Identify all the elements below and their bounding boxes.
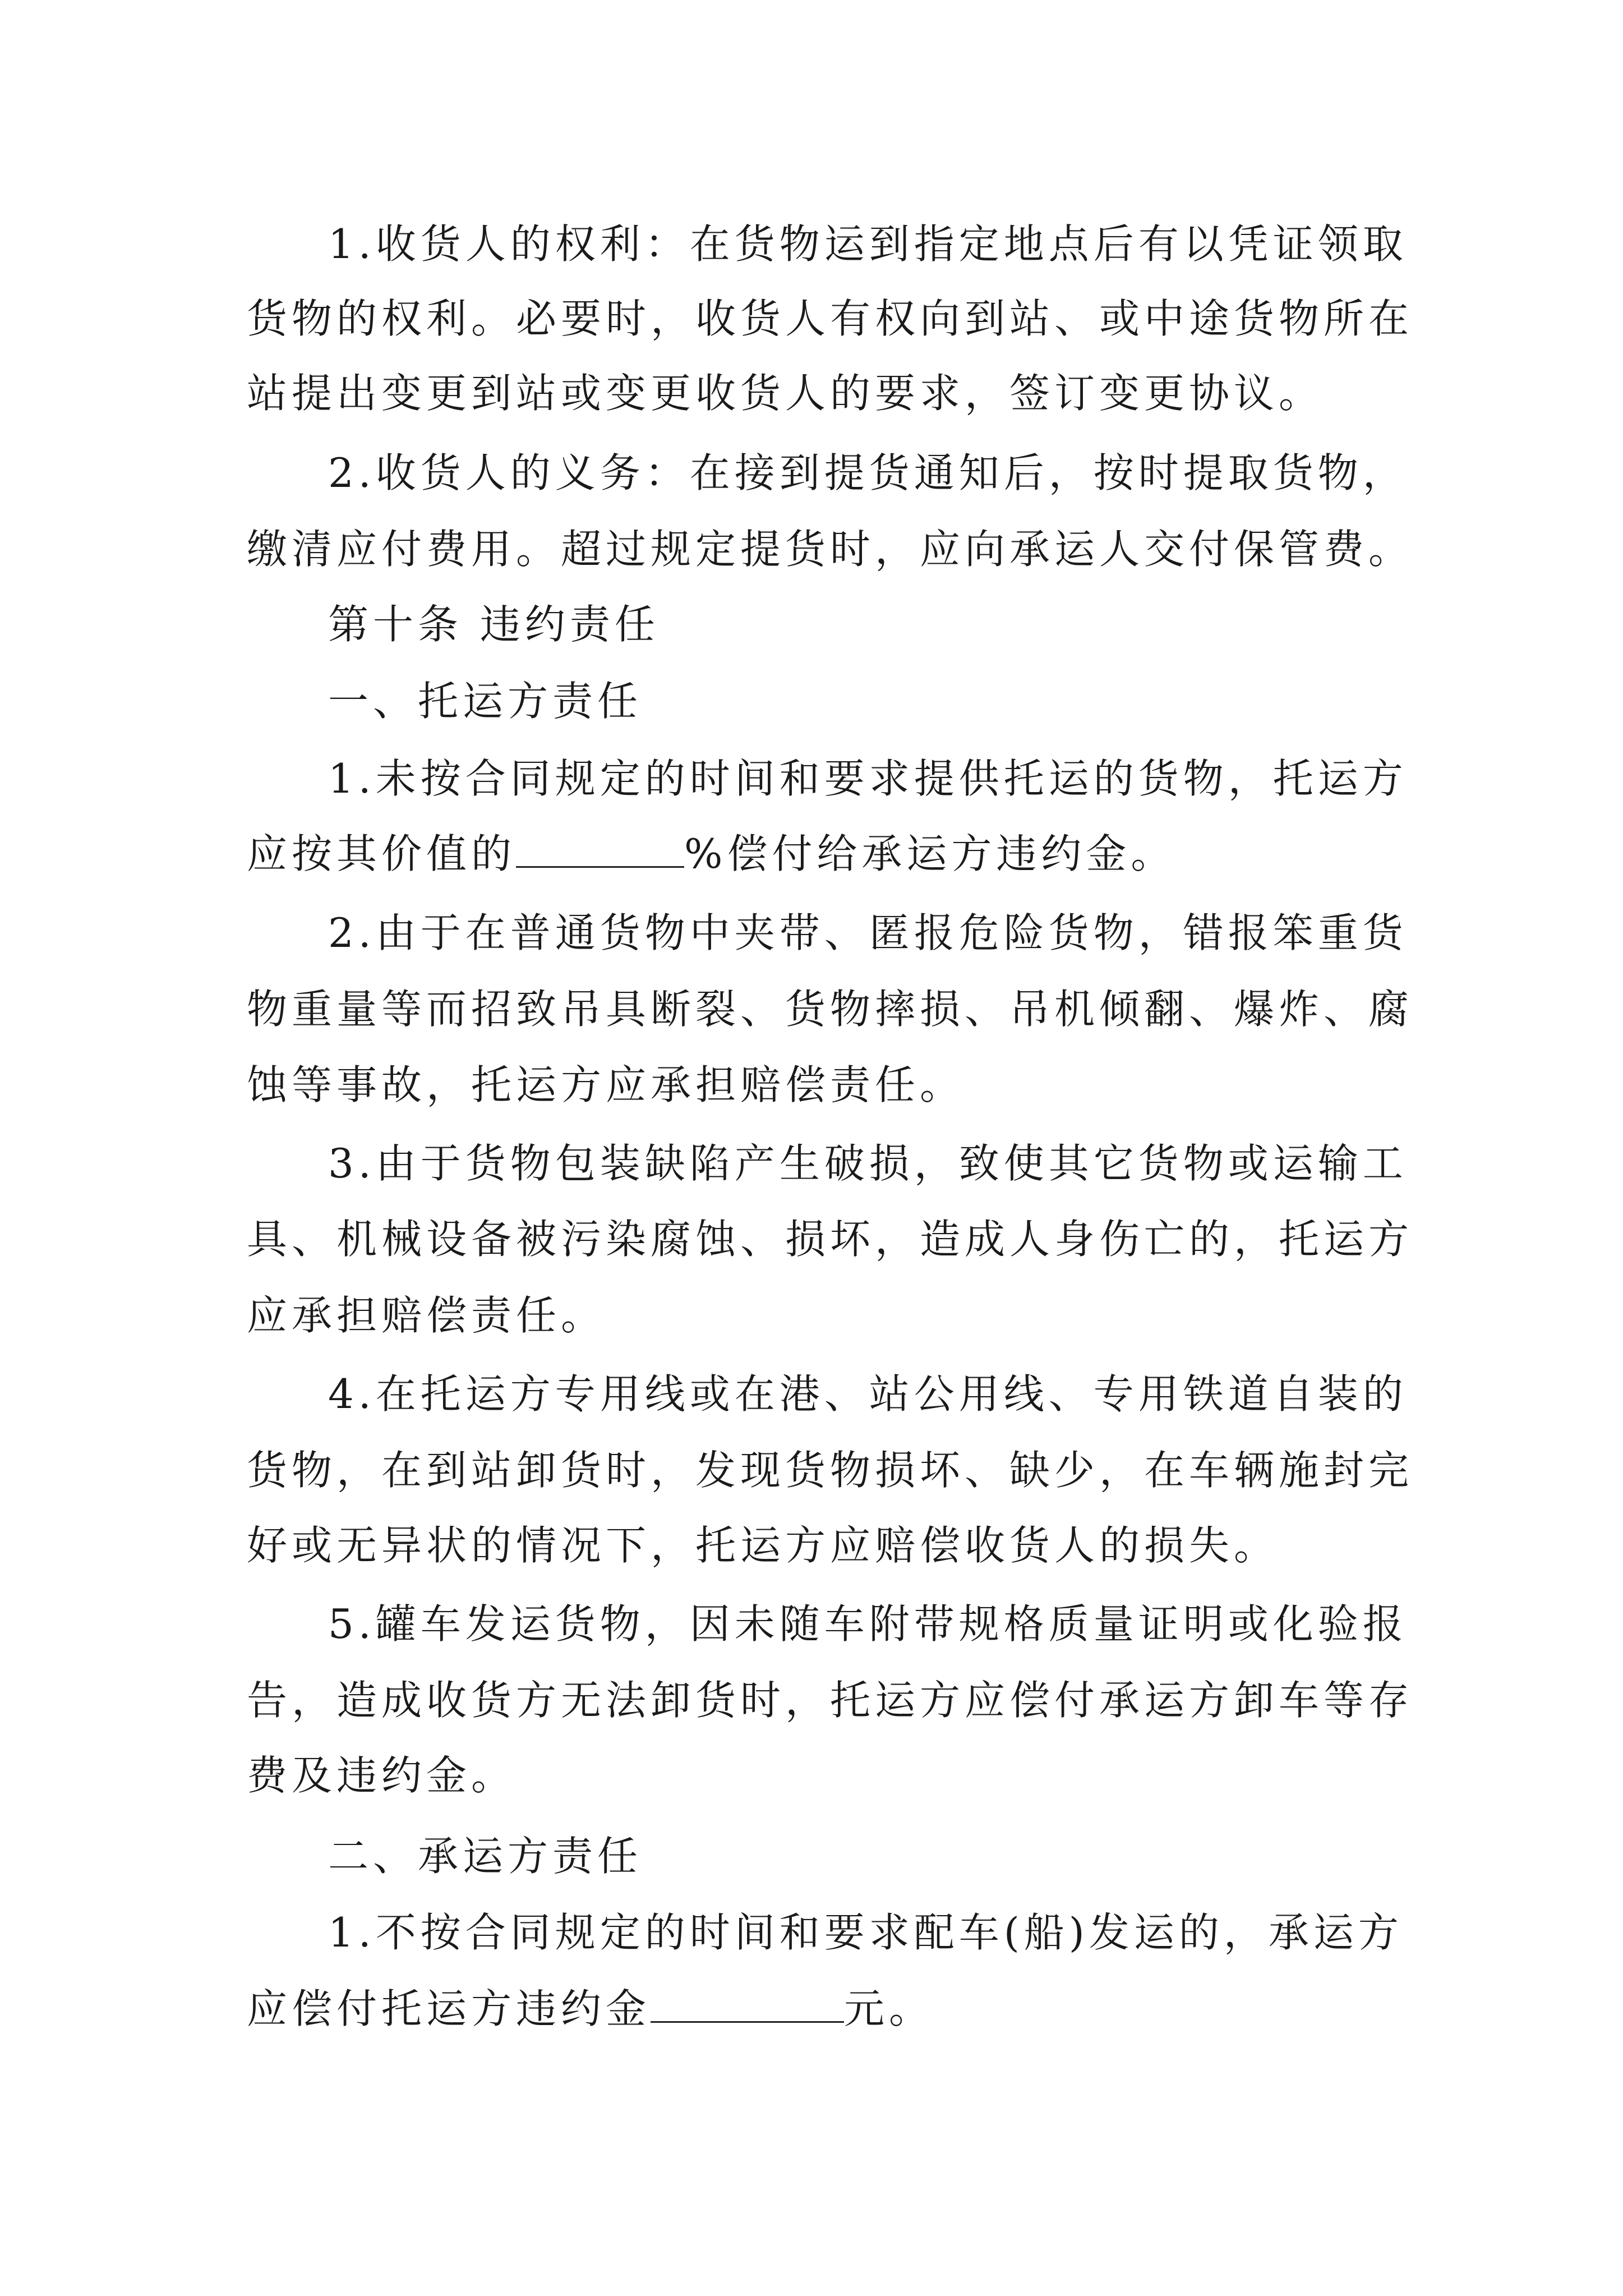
paragraph-line: 好或无异状的情况下，托运方应赔偿收货人的损失。 <box>247 1522 1279 1569</box>
paragraph-line: 3.由于货物包装缺陷产生破损，致使其它货物或运输工 <box>328 1140 1408 1187</box>
paragraph-line: 4.在托运方专用线或在港、站公用线、专用铁道自装的 <box>328 1370 1408 1418</box>
subsection-heading: 一、托运方责任 <box>328 678 643 725</box>
fill-in-blank[interactable] <box>651 1982 844 2023</box>
paragraph-line: 告，造成收货方无法卸货时，托运方应偿付承运方卸车等存 <box>247 1677 1414 1724</box>
paragraph-line: 缴清应付费用。超过规定提货时，应向承运人交付保管费。 <box>247 526 1414 573</box>
paragraph-line: 1.收货人的权利：在货物运到指定地点后有以凭证领取 <box>328 220 1408 268</box>
paragraph-line-with-blank <box>247 823 1175 885</box>
paragraph-line: 具、机械设备被污染腐蚀、损坏，造成人身伤亡的，托运方 <box>247 1216 1414 1263</box>
line-text: %偿付给承运方违约金。 <box>684 830 1176 877</box>
paragraph-line: 应承担赔偿责任。 <box>247 1292 606 1339</box>
section-heading: 第十条 违约责任 <box>328 601 660 648</box>
paragraph-line: 站提出变更到站或变更收货人的要求，签订变更协议。 <box>247 370 1324 417</box>
paragraph-line: 2.由于在普通货物中夹带、匿报危险货物，错报笨重货 <box>328 909 1408 956</box>
paragraph-line: 蚀等事故，托运方应承担赔偿责任。 <box>247 1061 965 1108</box>
line-text: 应偿付托运方违约金 <box>247 1985 651 2032</box>
paragraph-line: 1.不按合同规定的时间和要求配车(船)发运的，承运方 <box>328 1909 1403 1956</box>
paragraph-line-with-blank <box>247 1978 934 2040</box>
line-text: 应按其价值的 <box>247 830 517 877</box>
paragraph-line: 货物的权利。必要时，收货人有权向到站、或中途货物所在 <box>247 295 1414 342</box>
paragraph-line: 物重量等而招致吊具断裂、货物摔损、吊机倾翻、爆炸、腐 <box>247 986 1414 1033</box>
paragraph-line: 费及违约金。 <box>247 1752 517 1799</box>
paragraph-line: 1.未按合同规定的时间和要求提供托运的货物，托运方 <box>328 755 1408 802</box>
paragraph-line: 货物，在到站卸货时，发现货物损坏、缺少，在车辆施封完 <box>247 1447 1414 1494</box>
paragraph-line: 2.收货人的义务：在接到提货通知后，按时提取货物， <box>328 449 1408 496</box>
paragraph-line: 5.罐车发运货物，因未随车附带规格质量证明或化验报 <box>328 1600 1408 1648</box>
subsection-heading: 二、承运方责任 <box>328 1833 643 1880</box>
fill-in-blank[interactable] <box>516 827 684 868</box>
line-text: 元。 <box>844 1985 934 2032</box>
